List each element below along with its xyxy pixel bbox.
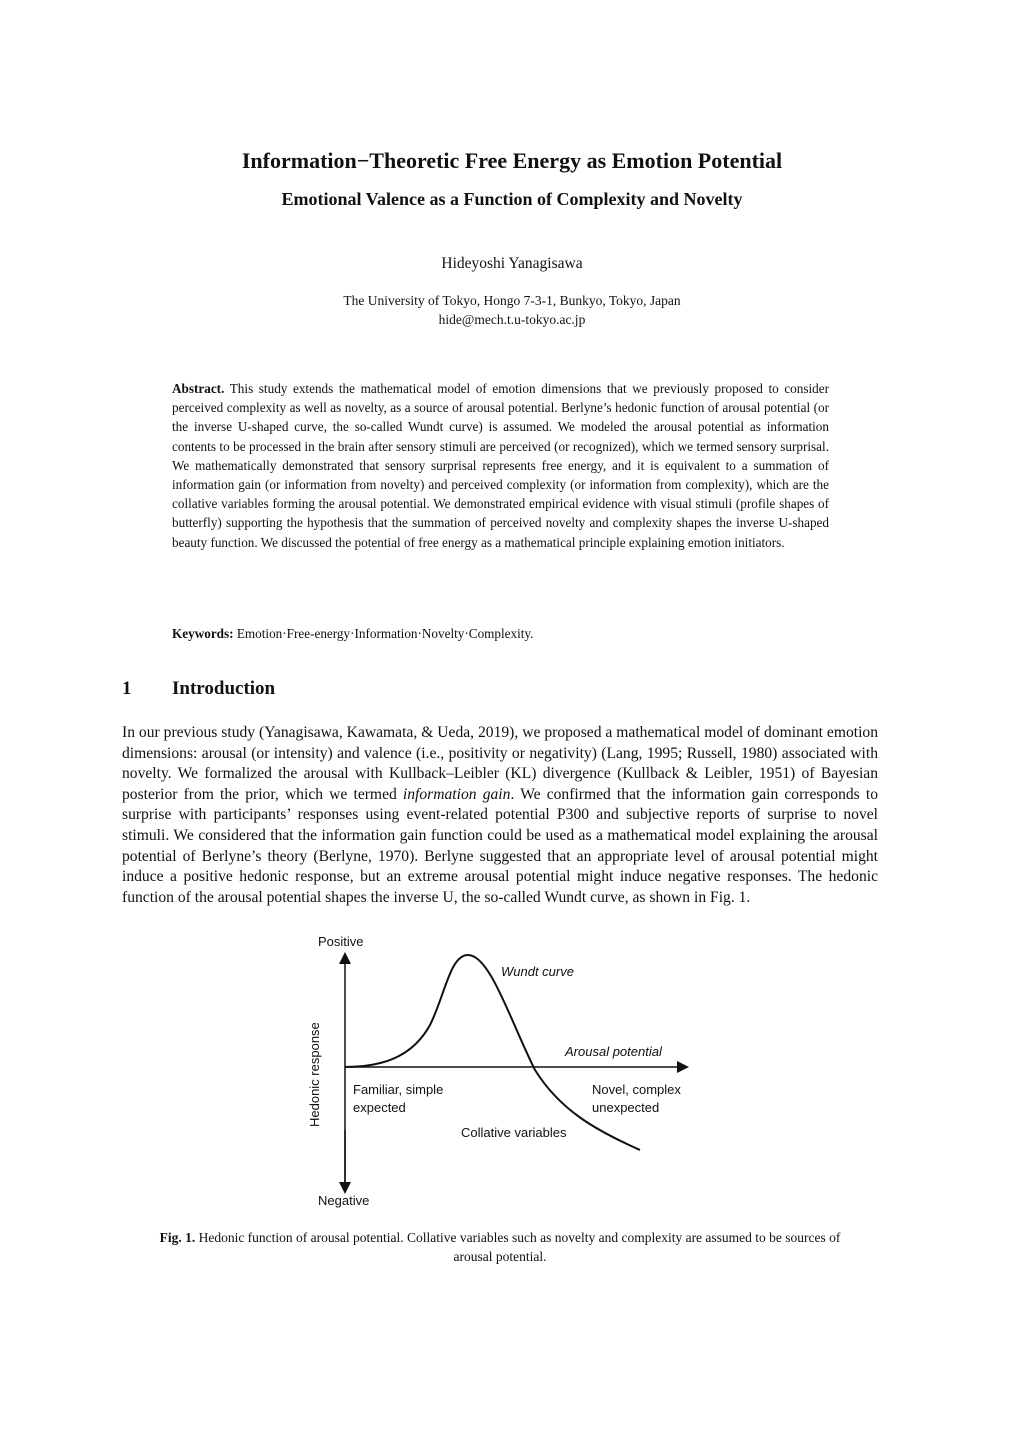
abstract-text: This study extends the mathematical model of emotion dimensions that we previously proposed to consider perceived complexity as well as novelty, as a source of arousal potential. Berlyne’s hedonic function of arousal potential (or the inverse U-shaped curve, the so-called Wundt curve) is assumed. We modeled the arousal potential as information contents to be processed in the brain after sensory stimuli are perceived (or recognized), which we termed sensory surprisal. We mathematically demonstrated that sensory surprisal represents free energy, and it is equivalent to a summation of information gain (or information from novelty) and perceived complexity (or information from complexity), which are the collative variables forming the arousal potential. We demonstrated empirical evidence with visual stimuli (profile shapes of butterfly) supporting the hypothesis that the summation of perceived novelty and complexity shapes the inverse U-shaped beauty function. We discussed the potential of free energy as a mathematical principle explaining emotion initiators.	[172, 381, 830, 550]
paper-title: Information−Theoretic Free Energy as Emotion Potential	[241, 148, 783, 173]
right-label-line2: unexpected	[592, 1100, 660, 1115]
caption-text: Hedonic function of arousal potential. Collative variables such as novelty and complexity are assumed to be sources of arousal potential.	[198, 1230, 841, 1264]
section-number: 1	[122, 678, 132, 699]
y-axis-label: Hedonic response	[307, 1022, 322, 1127]
x-axis-label: Arousal potential	[565, 1044, 662, 1059]
figure-caption	[140, 1228, 860, 1266]
positive-label: Positive	[318, 934, 364, 949]
left-label-line2: expected	[353, 1100, 406, 1115]
affiliation: The University of Tokyo, Hongo 7-3-1, Bunkyo, Tokyo, Japan	[343, 293, 681, 308]
keywords	[172, 626, 829, 642]
left-label-line1: Familiar, simple	[353, 1082, 444, 1097]
paper-subtitle: Emotional Valence as a Function of Complexity and Novelty	[281, 189, 743, 209]
keywords-text: Emotion·Free-energy·Information·Novelty·Complexity.	[236, 626, 534, 641]
section-title: Introduction	[172, 678, 276, 699]
wundt-curve-figure	[295, 930, 735, 1215]
affiliation-block	[0, 291, 1024, 329]
author-email[interactable]: hide@mech.t.u-tokyo.ac.jp	[438, 312, 586, 327]
collative-label: Collative variables	[461, 1125, 567, 1140]
right-label-line1: Novel, complex	[592, 1082, 681, 1097]
abstract-label: Abstract.	[172, 381, 225, 396]
negative-label: Negative	[318, 1193, 370, 1208]
author-name: Hideyoshi Yanagisawa	[441, 255, 583, 272]
intro-text-2: . We confirmed that the information gain corresponds to surprise with participants’ responses using event-related potential P300 and subjective reports of surprise to novel stimuli. We considered that the information gain function could be used as a mathematical model explaining the arousal potential of Berlyne’s theory (Berlyne, 1970). Berlyne suggested that an appropriate level of arousal potential might induce a positive hedonic response, but an extreme arousal potential might induce negative responses. The hedonic function of the arousal potential shapes the inverse U, the so-called Wundt curve, as shown in Fig. 1.	[122, 785, 878, 906]
intro-paragraph	[122, 723, 878, 908]
intro-text-1: In our previous study (Yanagisawa, Kawamata, & Ueda, 2019), we proposed a mathematical model of dominant emotion dimensions: arousal (or intensity) and valence (i.e., positivity or negativity) (Lang, 1995; Russell, 1980) associated with novelty. We formalized the arousal with Kullback–Leibler (KL) divergence (Kullback & Leibler, 1951) of Bayesian posterior from the prior, which we termed	[122, 724, 878, 803]
keywords-label: Keywords:	[172, 626, 234, 641]
curve-label: Wundt curve	[501, 964, 574, 979]
intro-term: information gain	[402, 785, 511, 803]
caption-label: Fig. 1.	[159, 1230, 196, 1245]
section-heading	[122, 678, 275, 700]
abstract	[172, 379, 829, 552]
